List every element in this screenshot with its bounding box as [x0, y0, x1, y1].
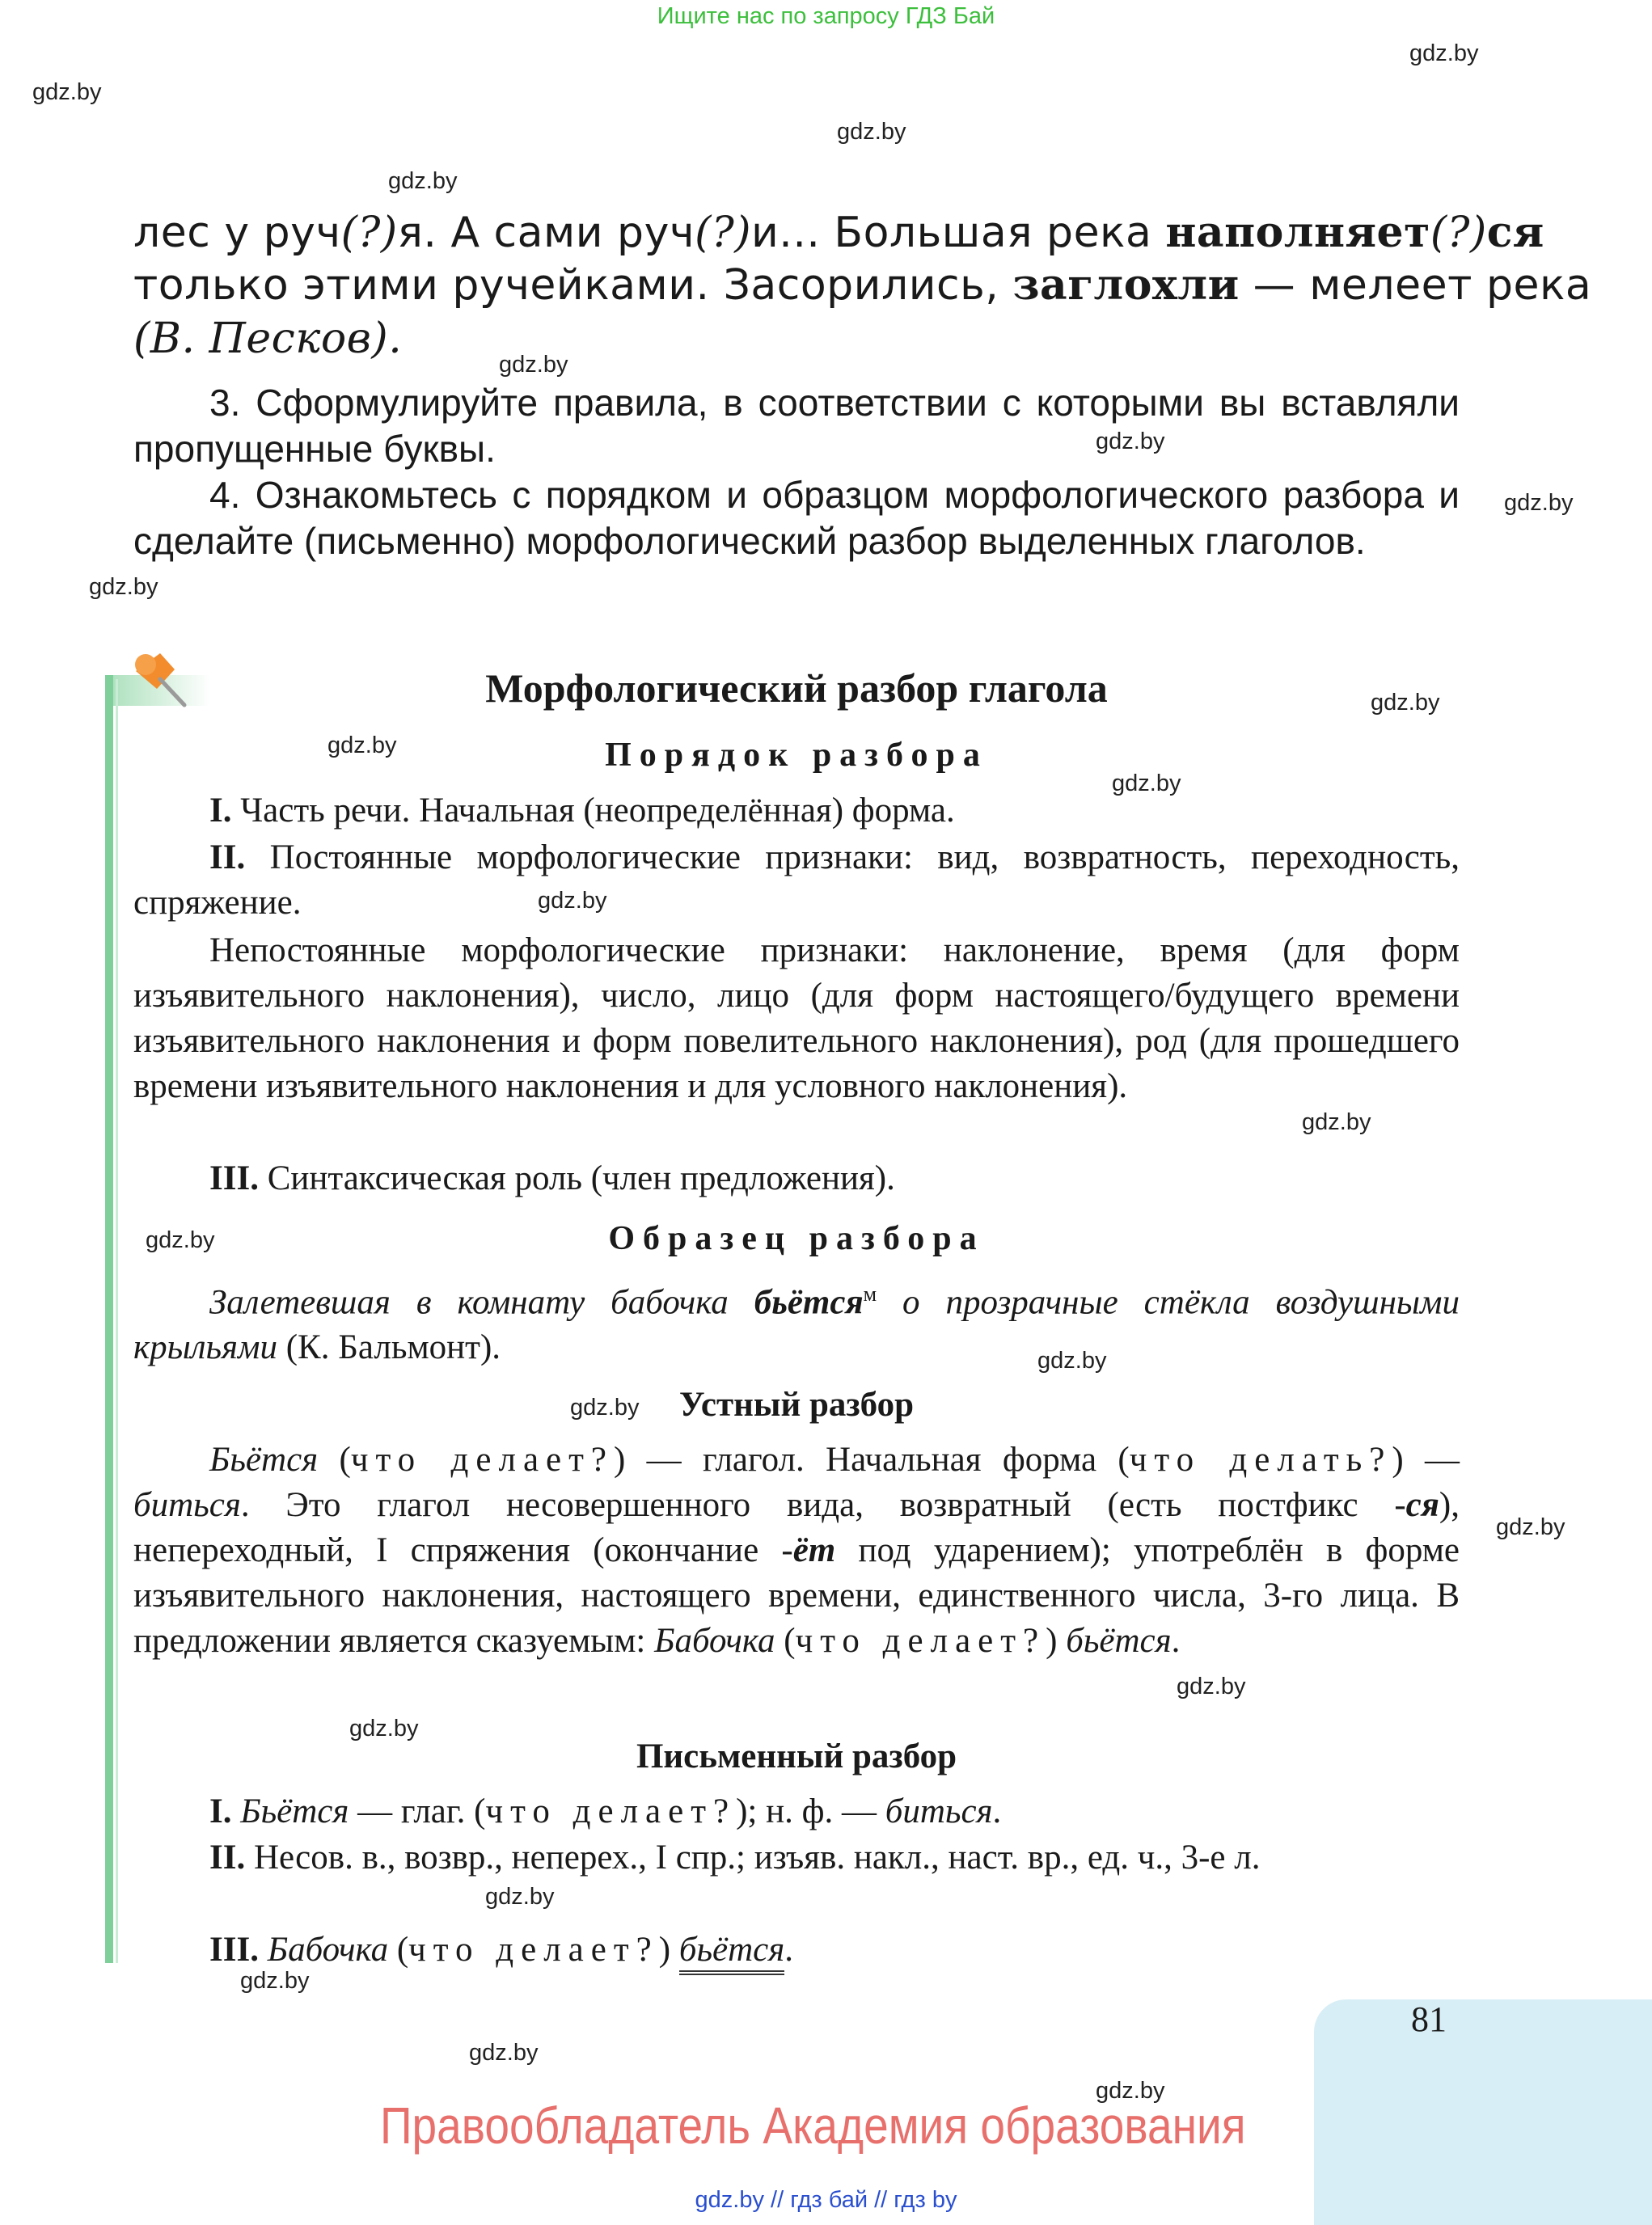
watermark: gdz.by — [32, 79, 102, 105]
watermark: gdz.by — [349, 1716, 419, 1742]
order-item-1: I. Часть речи. Начальная (неопределённая) форма. — [209, 792, 955, 830]
order-item-3: III. Синтаксическая роль (член предложения). — [209, 1159, 895, 1197]
oral-title: Устный разбор — [678, 1386, 915, 1424]
watermark: gdz.by — [570, 1395, 640, 1421]
written-item-1: I. Бьётся — глаг. (что делает?); н. ф. — биться. — [209, 1792, 1002, 1830]
watermark: gdz.by — [327, 733, 397, 758]
passage-line: лес у руч(?)я. А сами руч(?)и... Большая река наполняет(?)ся — [133, 208, 1544, 257]
watermark: gdz.by — [499, 352, 568, 378]
written-item-2: II. Несов. в., возвр., неперех., I спр.; изъяв. накл., наст. вр., ед. ч., 3-е л. — [209, 1839, 1261, 1877]
task-3: 3. Сформулируйте правила, в соответствии с которыми вы вставляли пропущенные буквы. — [133, 382, 1460, 470]
watermark: gdz.by — [1096, 2078, 1165, 2104]
watermark: gdz.by — [1409, 40, 1479, 66]
sample-title: Образец разбора — [608, 1220, 985, 1257]
watermark: gdz.by — [1096, 429, 1165, 454]
written-item-3: III. Бабочка (что делает?) бьётся. — [133, 1927, 1460, 1973]
order-item-2: II. Постоянные морфологические признаки: вид, возвратность, переходность, спряжение. — [133, 838, 1460, 922]
watermark: gdz.by — [1112, 771, 1181, 796]
page-number: 81 — [1411, 1999, 1447, 2039]
rule-box-bar-inner — [116, 679, 118, 1963]
watermark: gdz.by — [485, 1884, 555, 1910]
watermark: gdz.by — [1504, 490, 1574, 516]
rule-box-bar — [105, 675, 113, 1963]
watermark: gdz.by — [388, 168, 458, 194]
order-title: Порядок разбора — [605, 737, 988, 774]
watermark: gdz.by — [1177, 1674, 1246, 1699]
watermark: gdz.by — [837, 119, 906, 145]
footer-links[interactable]: gdz.by // гдз бай // гдз by — [695, 2187, 957, 2213]
watermark: gdz.by — [469, 2040, 539, 2066]
watermark: gdz.by — [538, 888, 607, 914]
order-item-2b: Непостоянные морфологические признаки: наклонение, время (для форм изъявительного наклонения), число, лицо (для форм настоящего/будущего времени изъявительного наклонения и форм повелительного наклонения), род (для прошедшего времени изъявительного наклонения и для условного наклонения). — [133, 931, 1460, 1105]
copyright-owner: Правообладатель Академия образования — [380, 2096, 1246, 2155]
watermark: gdz.by — [146, 1227, 215, 1253]
passage-line: только этими ручейками. Засорились, заглохли — мелеет река — [133, 260, 1592, 310]
watermark: gdz.by — [89, 574, 158, 600]
watermark: gdz.by — [1371, 690, 1440, 716]
watermark: gdz.by — [1037, 1348, 1107, 1374]
watermark: gdz.by — [1496, 1514, 1565, 1540]
rule-title: Морфологический разбор глагола — [485, 665, 1108, 711]
sample-sentence: Залетевшая в комнату бабочка бьётся$^м$ о прозрачные стёкла воздушными крыльями (К. Бальмонт). — [133, 1282, 1460, 1367]
search-banner[interactable]: Ищите нас по запросу ГДЗ Бай — [657, 3, 995, 29]
passage-line: (В. Песков). — [133, 315, 403, 363]
watermark: gdz.by — [240, 1968, 310, 1994]
watermark: gdz.by — [1302, 1109, 1371, 1135]
task-4: 4. Ознакомьтесь с порядком и образцом морфологического разбора и сделайте (письменно) морфологический разбор выделенных глаголов. — [133, 474, 1460, 562]
written-title: Письменный разбор — [636, 1737, 957, 1775]
oral-analysis: Бьётся (что делает?) — глагол. Начальная форма (что делать?) — биться. Это глагол несовершенного вида, возвратный (есть постфикс -ся), непереходный, I спряжения (окончание -ёт под ударением); употреблён в форме изъявительного наклонения, настоящего времени, единственного числа, 3-го лица. В предложении является сказуемым: Бабочка (что делает?) бьётся. — [133, 1441, 1460, 1660]
